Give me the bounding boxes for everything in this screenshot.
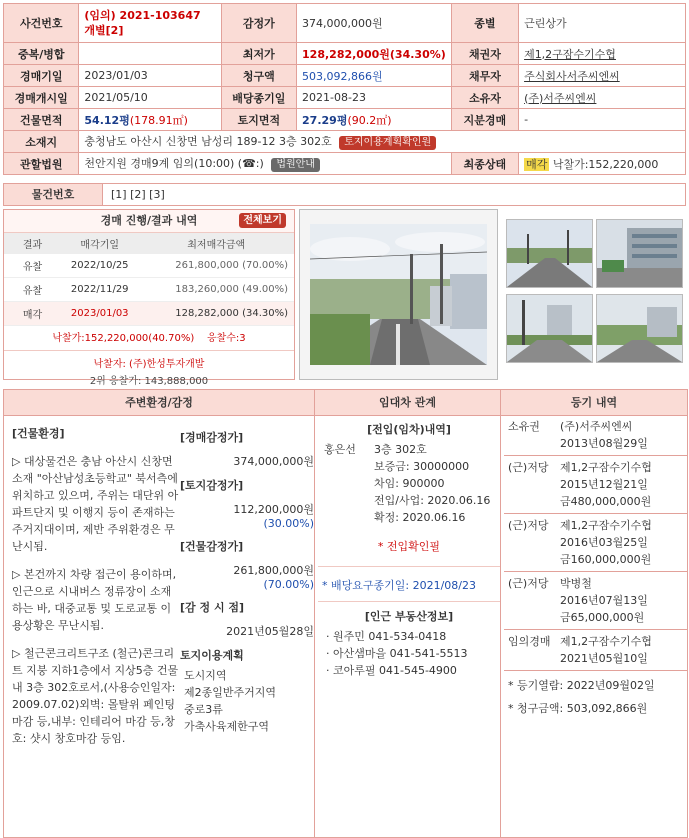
tenant-row [318, 441, 500, 526]
row-result: 유찰 [4, 254, 61, 278]
claim-value: 503,092,866원 [297, 65, 452, 87]
env-paragraph-1: ▷ 대상물건은 충남 아산시 신창면 소재 "아산남성초등학교" 북서측에 위치하고 있으며, 주위는 대단위 아파트단지 및 이행지 등이 존재하는 주거지대이며, 제반 주위환경은 무난시됨. [12, 455, 179, 553]
main-property-photo[interactable] [299, 209, 498, 380]
registry-view-date: * 등기열람: 2022년09월02일 [508, 679, 655, 692]
winner: 낙찰자: (주)한성투자개발 [4, 350, 294, 370]
bldg-appraisal-amount: 261,800,000원 [233, 564, 314, 577]
final-status-value [519, 153, 686, 175]
location-label: 소재지 [4, 131, 79, 153]
detail-panel [3, 389, 688, 838]
dup-value [79, 43, 221, 65]
entry-date: 2013년08월29일 [560, 437, 648, 450]
registry-entry [504, 415, 687, 456]
dup-label: 중복/병합 [4, 43, 79, 65]
land-area-value [297, 109, 452, 131]
env-paragraph-3: ▷ 철근콘크리트구조 (철근)콘크리트 지붕 지하1층에서 지상5층 건물 내 3층 302호로서,(사용승인일자: 2009.07.02)외벽: 몰탈위 페인팅 마감 등,내부: 인테리어 마감 등,창호: 샷시 창호마감 등임. [12, 647, 179, 745]
owner-link[interactable]: (주)서주씨엔씨 [519, 87, 686, 109]
land-plan-button[interactable]: 토지이용계획확인원 [339, 136, 436, 150]
land-plan-item: 도시지역 [184, 669, 227, 682]
bldg-area-sqm: (178.91㎡) [129, 113, 188, 127]
lease-title: [전입(임차)내역] [367, 423, 451, 436]
land-appraisal-amount: 112,200,000원 [233, 503, 314, 516]
entry-type: 임의경매 [508, 635, 551, 648]
bldg-area-label: 건물면적 [4, 109, 79, 131]
appraisal-point-label: [감 정 시 점] [180, 601, 245, 614]
final-winning-bid: 낙찰가:152,220,000 [552, 157, 659, 171]
row-date: 2022/11/29 [61, 278, 138, 302]
min-price-label: 최저가 [221, 43, 296, 65]
entry-amount: 금65,000,000원 [560, 611, 645, 624]
tenant-rent: 차임: 900000 [374, 477, 445, 490]
agent-item[interactable]: · 아산샘마을 041-541-5513 [326, 647, 468, 660]
thumb-image-1 [507, 220, 592, 287]
court-info-button[interactable]: 법원안내 [271, 158, 320, 172]
type-value: 근린상가 [519, 4, 686, 43]
bldg-area-pyeong: 54.12평 [84, 113, 130, 127]
row-amount: 261,800,000 (70.00%) [138, 254, 294, 278]
thumb-photo-1[interactable] [506, 219, 593, 288]
entry-holder: (주)서주씨엔씨 [560, 420, 633, 433]
entry-date: 2016년03월25일 [560, 536, 648, 549]
view-all-button[interactable]: 전체보기 [239, 213, 286, 228]
row-result: 유찰 [4, 278, 61, 302]
entry-date: 2016년07월13일 [560, 594, 648, 607]
land-plan-list [180, 667, 318, 735]
progress-row-sold [4, 302, 294, 326]
start-date-label: 경매개시일 [4, 87, 79, 109]
tenant-move-in: 전입/사업: 2020.06.16 [374, 494, 491, 507]
sold-badge: 매각 [526, 157, 548, 171]
share-label: 지분경매 [451, 109, 518, 131]
agent-item[interactable]: · 원주민 041-534-0418 [326, 630, 447, 643]
claim-label: 청구액 [221, 65, 296, 87]
entry-date: 2021년05월10일 [560, 652, 648, 665]
registry-column [504, 415, 687, 837]
type-label: 종별 [451, 4, 518, 43]
entry-type: (근)저당 [508, 461, 549, 474]
debtor-label: 채무자 [451, 65, 518, 87]
min-price-value: 128,282,000원(34.30%) [297, 43, 452, 65]
case-no-text: (임의) 2021-103647 [84, 9, 201, 22]
auction-appraisal-label: [경매감정가] [180, 431, 244, 444]
thumb-image-2 [597, 220, 682, 287]
thumb-photo-2[interactable] [596, 219, 683, 288]
land-plan-label: 토지이용계획 [180, 649, 244, 662]
bldg-appraisal-pct: (70.00%) [263, 578, 314, 591]
registry-entry [504, 630, 687, 671]
location-value [79, 131, 686, 153]
lease-column [318, 415, 500, 837]
land-appraisal-pct: (30.00%) [263, 517, 314, 530]
case-info-table [3, 3, 686, 175]
registry-entry [504, 456, 687, 514]
debtor-link[interactable]: 주식회사서주씨엔씨 [519, 65, 686, 87]
entry-holder: 제1,2구잠수기수협 [560, 519, 652, 532]
tenant-details [374, 441, 500, 526]
case-no-value [79, 4, 221, 43]
tenant-deposit: 보증금: 30000000 [374, 460, 470, 473]
item-number-links[interactable]: [1] [2] [3] [111, 188, 165, 201]
bldg-area-value [79, 109, 221, 131]
env-column [4, 415, 186, 837]
entry-holder: 박병철 [560, 577, 592, 590]
start-date-value: 2021/05/10 [79, 87, 221, 109]
auction-date-label: 경매기일 [4, 65, 79, 87]
row-amount: 128,282,000 (34.30%) [138, 302, 294, 326]
auction-appraisal-amount: 374,000,000원 [233, 455, 314, 468]
auction-progress-panel [3, 209, 295, 387]
progress-title-text: 경매 진행/결과 내역 [100, 214, 198, 227]
col-amount: 최저매각금액 [138, 233, 294, 254]
agents-title: [인근 부동산정보] [364, 610, 454, 623]
progress-title [4, 210, 294, 233]
env-header: 주변환경/감정 [4, 390, 314, 416]
land-area-pyeong: 27.29평 [302, 113, 348, 127]
row-result: 매각 [4, 302, 61, 326]
thumb-photo-3[interactable] [506, 294, 593, 363]
dist-deadline-label: 배당종기일 [221, 87, 296, 109]
entry-holder: 제1,2구잠수기수협 [560, 461, 652, 474]
location-address: 충청남도 아산시 신창면 남성리 189-12 3층 302호 [84, 135, 332, 148]
land-area-label: 토지면적 [221, 109, 296, 131]
creditor-label: 채권자 [451, 43, 518, 65]
move-in-confirmed: * 전입확인필 [377, 540, 441, 553]
street-photo-image [310, 224, 487, 365]
entry-amount: 금160,000,000원 [560, 553, 652, 566]
bldg-appraisal-label: [건물감정가] [180, 540, 244, 553]
land-plan-item: 제2종일반주거지역 [184, 686, 277, 699]
progress-table [4, 233, 294, 326]
bidder-count: 응찰수:3 [206, 333, 246, 344]
court-label: 관할법원 [4, 153, 79, 175]
row-date: 2022/10/25 [61, 254, 138, 278]
registry-entry [504, 514, 687, 572]
entry-amount: 금480,000,000원 [560, 495, 652, 508]
registry-entry [504, 572, 687, 630]
registry-claim-amount: * 청구금액: 503,092,866원 [508, 702, 648, 715]
auction-date-value: 2023/01/03 [79, 65, 221, 87]
item-number-label: 물건번호 [4, 184, 103, 205]
entry-type: (근)저당 [508, 577, 549, 590]
nearby-agents [318, 601, 500, 679]
winning-bid: 낙찰가:152,220,000(40.70%) [52, 333, 195, 344]
env-paragraph-2: ▷ 본건까지 차량 접근이 용이하며, 인근으로 시내버스 정류장이 소재하는 바, 대중교통 및 도로교통 이용상황은 무난시됨. [12, 568, 177, 632]
thumb-image-3 [507, 295, 592, 362]
land-plan-item: 중로3류 [184, 703, 223, 716]
case-no-sub: 개별[2] [84, 24, 124, 37]
final-status-label: 최종상태 [451, 153, 518, 175]
registry-header: 등기 내역 [501, 390, 687, 416]
thumb-image-4 [597, 295, 682, 362]
second-bid: 2위 응찰가: 143,888,000 [89, 376, 209, 387]
winning-bid-line [4, 329, 294, 344]
col-date: 매각기일 [61, 233, 138, 254]
tenant-unit: 3층 302호 [374, 443, 427, 456]
lease-header: 임대차 관계 [315, 390, 500, 416]
col-result: 결과 [4, 233, 61, 254]
entry-date: 2015년12월21일 [560, 478, 648, 491]
row-amount: 183,260,000 (49.00%) [138, 278, 294, 302]
share-value: - [519, 109, 686, 131]
item-number-row [3, 183, 686, 206]
land-plan-item: 가축사육제한구역 [184, 720, 270, 733]
appraisal-label: 감정가 [221, 4, 296, 43]
agent-item[interactable]: · 코아루필 041-545-4900 [326, 664, 457, 677]
tenant-name: 홍은선 [324, 443, 356, 456]
creditor-link[interactable]: 제1,2구잠수기수협 [519, 43, 686, 65]
appraisal-column [176, 415, 322, 837]
progress-row [4, 278, 294, 302]
court-value [79, 153, 451, 175]
entry-type: (근)저당 [508, 519, 549, 532]
row-date: 2023/01/03 [61, 302, 138, 326]
case-no-label: 사건번호 [4, 4, 79, 43]
entry-type: 소유권 [508, 420, 540, 433]
appraisal-point-value: 2021년05월28일 [226, 625, 314, 638]
progress-row [4, 254, 294, 278]
entry-holder: 제1,2구잠수기수협 [560, 635, 652, 648]
dividend-due-date: * 배당요구종기일: 2021/08/23 [318, 566, 500, 593]
court-text: 천안지원 경매9계 임의(10:00) (☎:) [84, 157, 264, 170]
land-appraisal-label: [토지감정가] [180, 479, 244, 492]
env-title: [건물환경] [12, 427, 65, 440]
owner-label: 소유자 [451, 87, 518, 109]
appraisal-value: 374,000,000원 [297, 4, 452, 43]
land-area-sqm: (90.2㎡) [347, 113, 392, 127]
dist-deadline-value: 2021-08-23 [297, 87, 452, 109]
thumb-photo-4[interactable] [596, 294, 683, 363]
tenant-fixed-date: 확정: 2020.06.16 [374, 511, 466, 524]
